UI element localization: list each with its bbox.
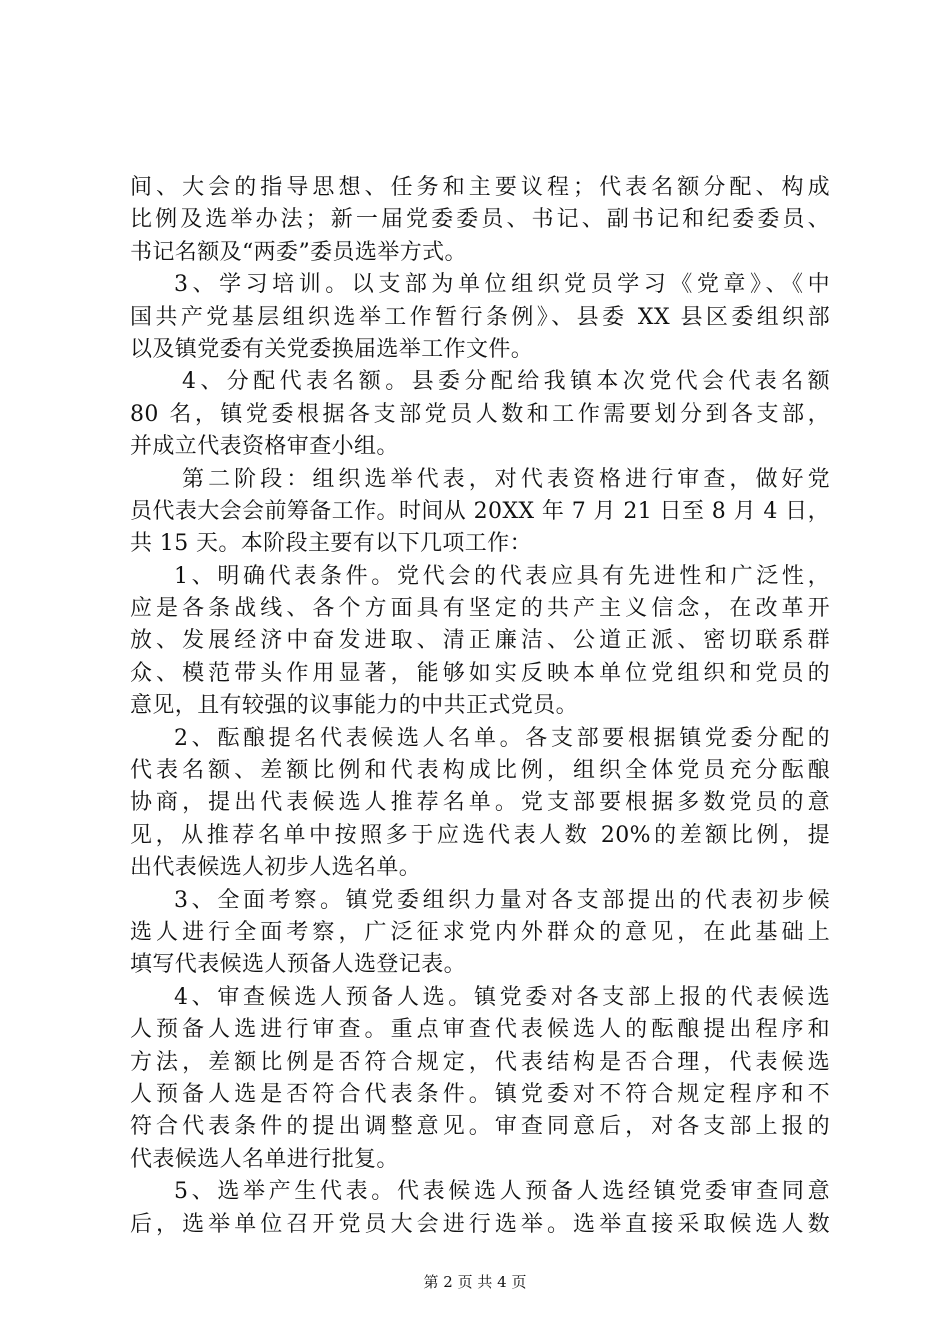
text-line: 以及镇党委有关党委换届选举工作文件。 (130, 336, 534, 362)
text-line: 出代表候选人初步人选名单。 (130, 855, 422, 881)
text-line: 第二阶段：组织选举代表，对代表资格进行审查，做好党 (182, 466, 830, 492)
text-line: 代表候选人名单进行批复。 (130, 1146, 399, 1172)
document-body (130, 172, 830, 1241)
text-line: 意见，且有较强的议事能力的中共正式党员。 (130, 693, 579, 719)
text-line: 员代表大会会前筹备工作。时间从 20XX 年 7 月 21 日至 8 月 4 日， (130, 498, 830, 524)
text-line: 填写代表候选人预备人选登记表。 (130, 952, 467, 978)
text-line: 4、审查候选人预备人选。镇党委对各支部上报的代表候选 (174, 984, 830, 1010)
text-line: 书记名额及“两委”委员选举方式。 (130, 239, 467, 265)
text-line: 并成立代表资格审查小组。 (130, 434, 399, 460)
text-line: 见，从推荐名单中按照多于应选代表人数 20%的差额比例，提 (130, 822, 830, 848)
text-line: 80 名，镇党委根据各支部党员人数和工作需要划分到各支部， (130, 401, 830, 427)
text-line: 1、明确代表条件。党代会的代表应具有先进性和广泛性， (174, 563, 830, 589)
text-line: 5、选举产生代表。代表候选人预备人选经镇党委审查同意 (174, 1179, 830, 1205)
text-line: 人预备人选是否符合代表条件。镇党委对不符合规定程序和不 (130, 1081, 830, 1107)
page-footer: 第 2 页 共 4 页 (423, 1273, 527, 1291)
text-line: 协商，提出代表候选人推荐名单。党支部要根据多数党员的意 (130, 790, 830, 816)
text-line: 应是各条战线、各个方面具有坚定的共产主义信念，在改革开 (130, 596, 830, 622)
text-line: 比例及选举办法；新一届党委委员、书记、副书记和纪委委员、 (130, 207, 830, 233)
text-line: 3、全面考察。镇党委组织力量对各支部提出的代表初步候 (174, 887, 830, 913)
text-line: 2、酝酿提名代表候选人名单。各支部要根据镇党委分配的 (174, 725, 830, 751)
text-line: 3、学习培训。以支部为单位组织党员学习《党章》、《中 (174, 272, 830, 298)
text-line: 后，选举单位召开党员大会进行选举。选举直接采取候选人数 (130, 1211, 830, 1237)
text-line: 众、模范带头作用显著，能够如实反映本单位党组织和党员的 (130, 660, 830, 686)
text-line: 方法，差额比例是否符合规定，代表结构是否合理，代表候选 (130, 1049, 830, 1075)
text-line: 代表名额、差额比例和代表构成比例，组织全体党员充分酝酿 (130, 758, 830, 784)
text-line: 符合代表条件的提出调整意见。审查同意后，对各支部上报的 (130, 1114, 830, 1140)
text-line: 人预备人选进行审查。重点审查代表候选人的酝酿提出程序和 (130, 1017, 830, 1043)
text-line: 共 15 天。本阶段主要有以下几项工作： (130, 531, 532, 557)
text-line: 间、大会的指导思想、任务和主要议程；代表名额分配、构成 (130, 175, 830, 200)
text-line: 放、发展经济中奋发进取、清正廉洁、公道正派、密切联系群 (130, 628, 830, 654)
text-line: 4、分配代表名额。县委分配给我镇本次党代会代表名额 (182, 369, 830, 395)
text-line: 国共产党基层组织选举工作暂行条例》、县委 XX 县区委组织部 (130, 304, 830, 330)
text-line: 选人进行全面考察，广泛征求党内外群众的意见，在此基础上 (130, 919, 830, 945)
